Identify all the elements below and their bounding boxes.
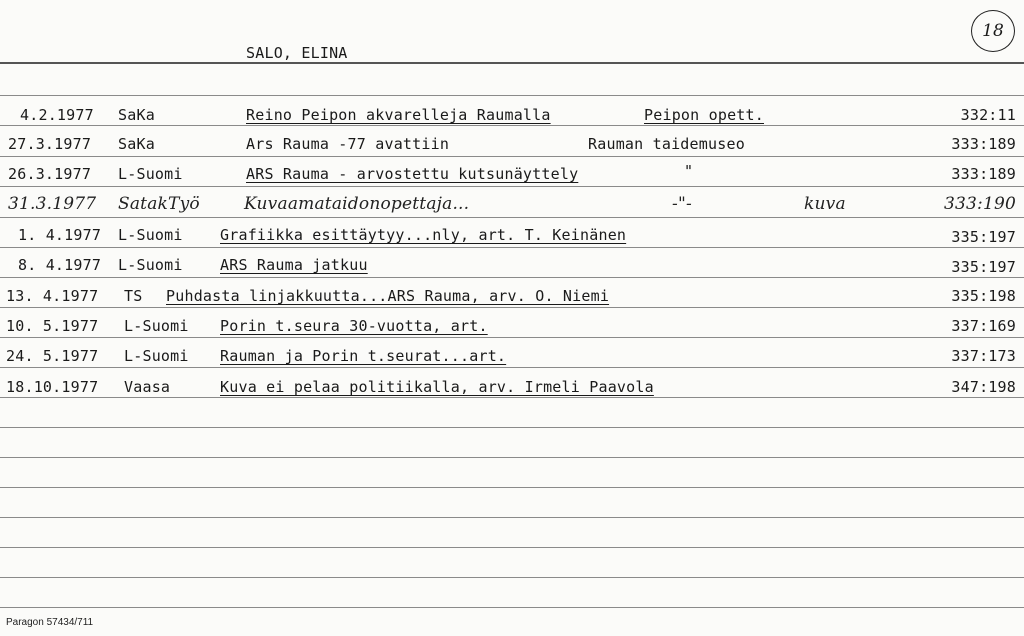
entry-title: ARS Rauma jatkuu: [220, 256, 368, 274]
rule-line: [0, 186, 1024, 187]
entry-title: Kuva ei pelaa politiikalla, arv. Irmeli Paavola: [220, 378, 654, 396]
entry-ref: 333:189: [951, 165, 1016, 183]
entry-source: L-Suomi: [118, 256, 183, 274]
entry-note: ": [684, 162, 694, 180]
entry-ref: 335:197: [951, 258, 1016, 276]
entry-date: 1. 4.1977: [18, 226, 102, 244]
entry-date: 10. 5.1977: [6, 317, 99, 335]
entry-ref: 333:189: [951, 135, 1016, 153]
entry-title: Kuvaamataidonopettaja...: [244, 194, 470, 214]
entry-date: 13. 4.1977: [6, 287, 99, 305]
rule-line: [0, 62, 1024, 64]
entry-date: 24. 5.1977: [6, 347, 99, 365]
entry-title: Puhdasta linjakkuutta...ARS Rauma, arv. O. Niemi: [166, 287, 610, 305]
entry-source: L-Suomi: [124, 317, 189, 335]
entry-ref: 332:11: [960, 106, 1016, 124]
entry-ref: 333:190: [943, 194, 1016, 214]
entry-title: Ars Rauma -77 avattiin: [246, 135, 450, 153]
entry-source: Vaasa: [124, 378, 171, 396]
rule-line: [0, 95, 1024, 96]
entry-date: 27.3.1977: [8, 135, 92, 153]
entry-ref: 337:173: [951, 347, 1016, 365]
entry-source: SatakTyö: [118, 194, 200, 214]
entry-title: Porin t.seura 30-vuotta, art.: [220, 317, 488, 335]
entry-note: Rauman taidemuseo: [588, 135, 745, 153]
entry-date: 4.2.1977: [20, 106, 94, 124]
entry-title: Rauman ja Porin t.seurat...art.: [220, 347, 507, 365]
entry-note: -"-: [672, 194, 692, 214]
entry-note-kuva: kuva: [804, 194, 846, 214]
rule-line: [0, 487, 1024, 488]
rule-line: [0, 337, 1024, 338]
rule-line: [0, 125, 1024, 126]
entry-source: SaKa: [118, 135, 155, 153]
entry-ref: 337:169: [951, 317, 1016, 335]
printer-note: Paragon 57434/711: [6, 617, 94, 628]
entry-ref: 335:197: [951, 228, 1016, 246]
rule-line: [0, 577, 1024, 578]
entry-title: Grafiikka esittäytyy...nly, art. T. Keinänen: [220, 226, 627, 244]
entry-title: ARS Rauma - arvostettu kutsunäyttely: [246, 165, 579, 183]
entry-source: L-Suomi: [118, 226, 183, 244]
rule-line: [0, 607, 1024, 608]
entry-date: 18.10.1977: [6, 378, 99, 396]
entry-ref: 347:198: [951, 378, 1016, 396]
rule-line: [0, 547, 1024, 548]
card-number-circle: [971, 10, 1015, 52]
entry-source: L-Suomi: [118, 165, 183, 183]
rule-line: [0, 156, 1024, 157]
rule-line: [0, 427, 1024, 428]
entry-title: Reino Peipon akvarelleja Raumalla: [246, 106, 551, 124]
card-name: SALO, ELINA: [246, 44, 348, 62]
rule-line: [0, 277, 1024, 278]
entry-ref: 335:198: [951, 287, 1016, 305]
entry-date: 31.3.1977: [8, 194, 97, 214]
entry-source: L-Suomi: [124, 347, 189, 365]
rule-line: [0, 457, 1024, 458]
entry-note: Peipon opett.: [644, 106, 764, 124]
card-number: 18: [982, 21, 1004, 41]
rule-line: [0, 217, 1024, 218]
entry-date: 8. 4.1977: [18, 256, 102, 274]
entry-source: SaKa: [118, 106, 155, 124]
rule-line: [0, 367, 1024, 368]
rule-line: [0, 397, 1024, 398]
rule-line: [0, 517, 1024, 518]
rule-line: [0, 247, 1024, 248]
entry-source: TS: [124, 287, 143, 305]
rule-line: [0, 307, 1024, 308]
entry-date: 26.3.1977: [8, 165, 92, 183]
